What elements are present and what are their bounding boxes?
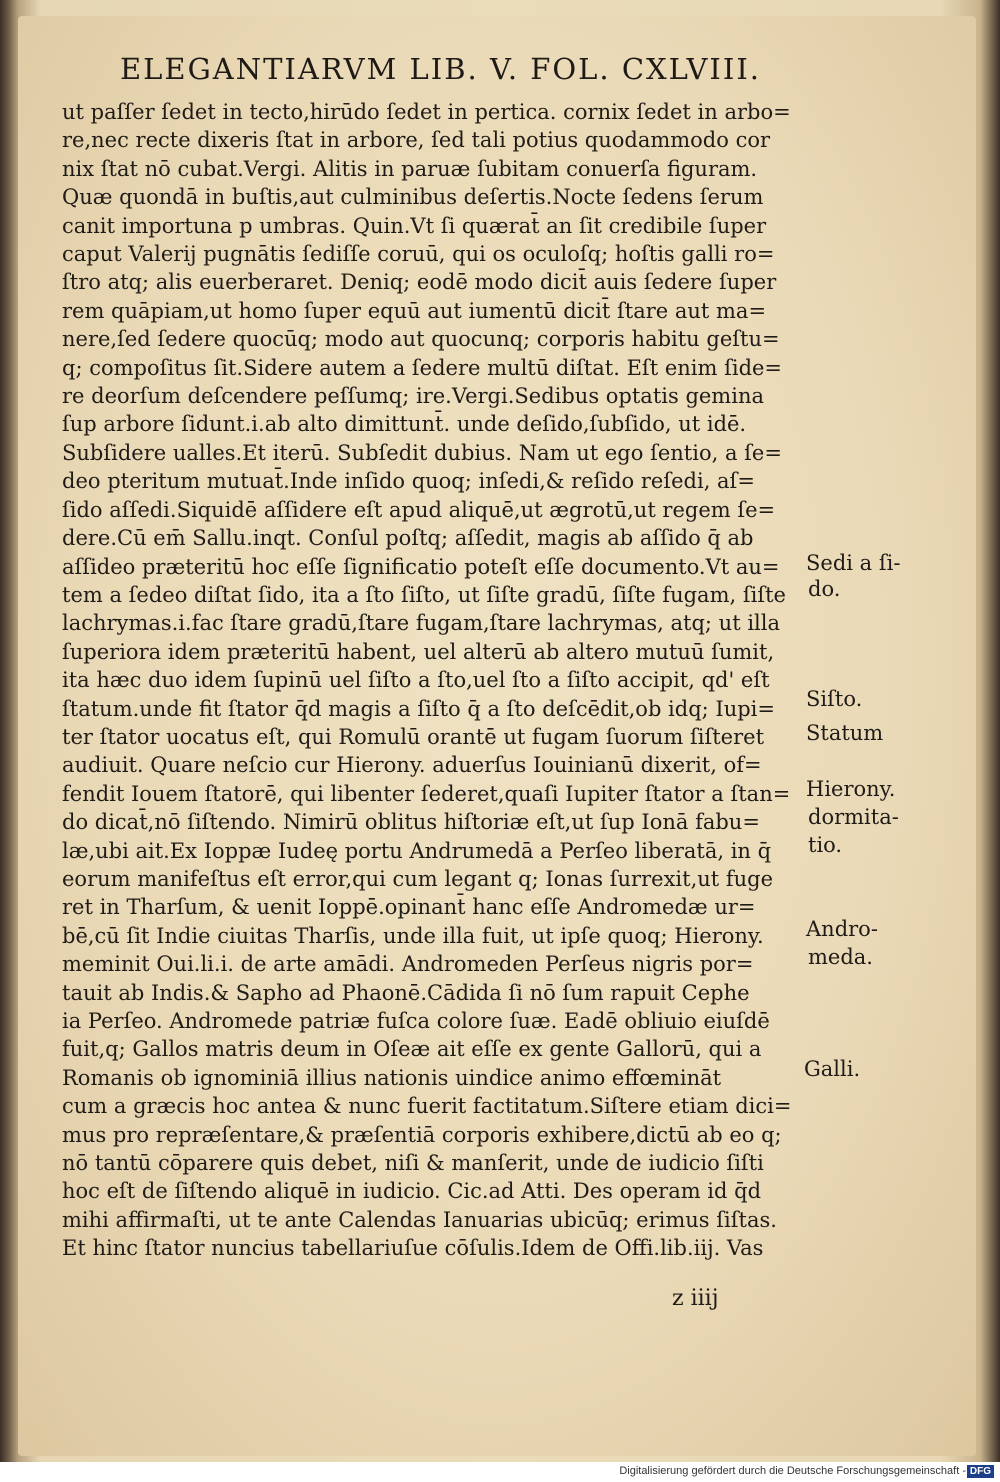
margin-note-statum: Statum xyxy=(806,721,884,745)
signature-mark: z iiij xyxy=(672,1286,719,1311)
text-line: nō tantū cōparere quis debet, niſi & manſerit, unde de iudicio ſiſti xyxy=(62,1151,764,1176)
running-title: ELEGANTIARVM LIB. V. FOL. CXLVIII. xyxy=(120,52,762,86)
text-line: do dicat̄,nō ſiſtendo. Nimirū oblitus hiſtoriæ eſt,ut ſup Ionā fabu= xyxy=(62,810,760,835)
margin-note-sedi-cont: do. xyxy=(808,577,841,601)
text-line: ret in Tharſum, & uenit Ioppē.opinant̄ hanc eſſe Andromedæ ur= xyxy=(62,895,756,920)
text-line: ſtro atq; alis euerberaret. Deniq; eodē modo dicit̄ auis ſedere ſuper xyxy=(62,270,777,295)
text-line: ita hæc duo idem ſupinū uel ſiſto a ſto,uel ſto a ſiſto accipit, qd' eſt xyxy=(62,668,770,693)
text-line: dere.Cū em̄ Sallu.inqt. Conſul poſtq; aſſedit, magis ab aſſido q̄ ab xyxy=(62,526,754,551)
text-line: ſup arbore ſidunt.i.ab alto dimittunt̄. unde deſido,ſubſido, ut idē. xyxy=(62,412,747,437)
text-line: nix ſtat nō cubat.Vergi. Alitis in paruæ ſubitam conuerſa figuram. xyxy=(62,156,758,181)
dfg-logo: DFG xyxy=(967,1465,994,1478)
text-line: hoc eſt de ſiſtendo aliquē in iudicio. Cic.ad Atti. Des operam id q̄d xyxy=(62,1179,762,1204)
margin-note-andromeda-cont: meda. xyxy=(808,945,873,969)
text-line: deo pteritum mutuat̄.Inde inſido quoq; inſedi,& reſido reſedi, aſ= xyxy=(62,469,755,494)
text-line: eorum manifeſtus eſt error,qui cum legant q; Ionas ſurrexit,ut fuge xyxy=(62,866,774,891)
text-line: ut paſſer ſedet in tecto,hirūdo ſedet in pertica. cornix ſedet in arbo= xyxy=(62,100,791,124)
text-line: fuit,q; Gallos matris deum in Oſeæ ait eſſe ex gente Gallorū, qui a xyxy=(62,1037,762,1062)
text-line: aſſideo præteritū hoc eſſe ſignificatio poteſt eſſe documento.Vt au= xyxy=(62,554,780,579)
text-line: meminit Oui.li.i. de arte amādi. Andromeden Perſeus nigris por= xyxy=(62,952,754,977)
margin-note-sisto: Siſto. xyxy=(806,687,863,711)
margin-note-dormitatio: dormita- xyxy=(808,805,899,829)
text-line: mus pro repræſentare,& præſentiā corporis exhibere,dictū ab eo q; xyxy=(62,1122,782,1147)
text-line: caput Valerij pugnātis ſediſſe coruū, qui os oculoſq; hoſtis galli ro= xyxy=(62,242,775,267)
text-line: tem a ſedeo diſtat ſido, ita a ſto ſiſto, ut ſiſte gradū, ſiſte fugam, ſiſte xyxy=(62,582,786,607)
body-text-block xyxy=(62,98,794,1263)
text-line: nere,ſed ſedere quocūq; modo aut quocunq; corporis habitu geſtu= xyxy=(62,327,780,352)
text-line: re deorſum deſcendere peſſumq; ire.Vergi.Sedibus optatis gemina xyxy=(62,384,764,409)
text-line: ter ſtator uocatus eſt, qui Romulū orantē ut fugam ſuorum ſiſteret xyxy=(62,724,765,749)
text-line: re,nec recte dixeris ſtat in arbore, ſed tali potius quodammodo cor xyxy=(62,128,771,153)
margin-note-sedi: Sedi a ſi- xyxy=(806,551,901,575)
margin-note-galli: Galli. xyxy=(804,1057,861,1081)
text-line: ſido aſſedi.Siquidē aſſidere eſt apud aliquē,ut ægrotū,ut regem ſe= xyxy=(62,497,776,522)
text-line: bē,cū ſit Indie ciuitas Tharſis, unde illa fuit, ut ipſe quoq; Hierony. xyxy=(62,923,764,948)
text-line: fendit Iouem ſtatorē, qui libenter ſederet,quaſi Iupiter ſtator a ſtan= xyxy=(62,781,791,806)
text-line: ia Perſeo. Andromede patriæ fuſca colore ſuæ. Eadē obliuio eiuſdē xyxy=(62,1009,770,1033)
text-line: canit importuna p umbras. Quin.Vt ſi quærat̄ an ſit credibile ſuper xyxy=(62,213,767,238)
text-line: ſuperiora idem præteritū habent, uel alterū ab altero mutuū ſumit, xyxy=(62,639,775,664)
text-line: cum a græcis hoc antea & nunc fuerit factitatum.Siſtere etiam dici= xyxy=(62,1094,792,1119)
text-line: Quæ quondā in buſtis,aut culminibus deſertis.Nocte ſedens ſerum xyxy=(62,185,764,210)
margin-note-dormitatio-cont: tio. xyxy=(808,833,843,857)
text-line: lachrymas.i.fac ſtare gradū,ſtare fugam,ſtare lachrymas, atq; ut illa xyxy=(62,611,780,636)
text-line: læ,ubi ait.Ex Ioppæ Iudeę portu Andrumedā a Perſeo liberatā, in q̄ xyxy=(62,838,772,863)
text-line: rem quāpiam,ut homo ſuper equū aut iumentū dicit̄ ſtare aut ma= xyxy=(62,298,767,323)
text-line: Et hinc ſtator nuncius tabellariuſue cōſulis.Idem de Offi.lib.iij. Vas xyxy=(62,1236,764,1261)
text-line: ſtatum.unde fit ſtator q̄d magis a ſiſto q̄ a ſto deſcēdit,ob idq; Iupi= xyxy=(62,696,775,721)
margin-note-andro: Andro- xyxy=(806,917,878,941)
text-line: Romanis ob ignominiā illius nationis uindice animo effœmināt xyxy=(62,1065,722,1090)
text-line: mihi affirmaſti, ut te ante Calendas Ianuarias ubicūq; erimus ſiſtas. xyxy=(62,1207,777,1232)
text-line: q; compoſitus ſit.Sidere autem a ſedere multū diſtat. Eſt enim ſide= xyxy=(62,355,783,380)
margin-note-hierony: Hierony. xyxy=(806,777,896,801)
footer-credit: Digitalisierung gefördert durch die Deutsche Forschungsgemeinschaft - xyxy=(619,1465,966,1477)
digitization-footer xyxy=(0,1462,1000,1482)
text-line: tauit ab Indis.& Sapho ad Phaonē.Cādida ſi nō ſum rapuit Cephe xyxy=(62,980,750,1005)
text-line: Subſidere ualles.Et iterū. Subſedit dubius. Nam ut ego ſentio, a ſe= xyxy=(62,440,782,465)
text-line: audiuit. Quare neſcio cur Hierony. aduerſus Iouinianū dixerit, of= xyxy=(62,753,762,778)
